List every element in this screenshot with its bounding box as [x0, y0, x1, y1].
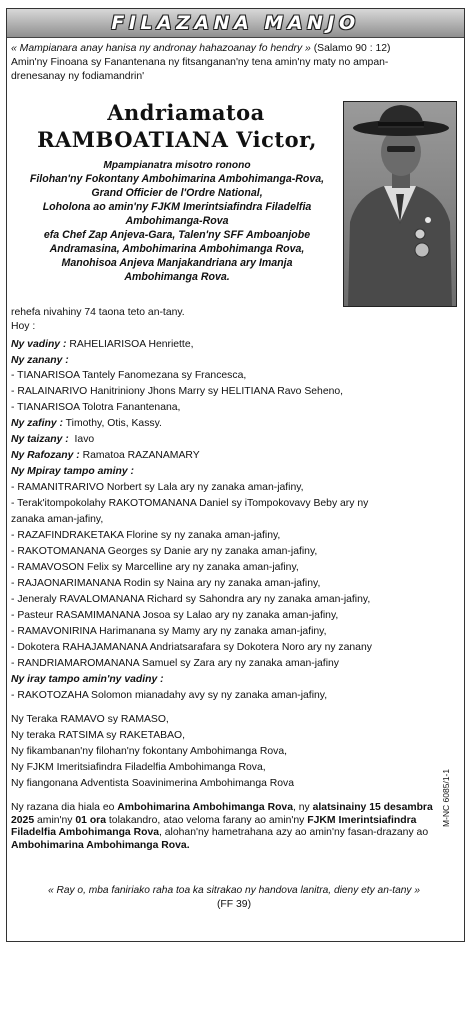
funeral-text: tolakandro, atao veloma farany ao amin'ny — [106, 814, 308, 826]
title-line: Andramasina, Ambohimarina Ambohimanga Rova, — [49, 243, 305, 255]
deceased-portrait-photo — [343, 101, 457, 307]
title-line: Ambohimanga-Rova — [125, 215, 229, 227]
child-item: - TIANARISOA Tolotra Fanantenana, — [11, 402, 181, 413]
grandchildren-line — [11, 418, 162, 431]
reference-code: M-NC 6085/1-1 — [441, 768, 451, 827]
community-item: Ny Teraka RAMAVO sy RAMASO, — [11, 714, 169, 725]
funeral-church: FJKM Imerintsiafindra Filadelfia Ambohimanga Rova — [11, 814, 417, 838]
siblings-label: Ny Mpiray tampo aminy : — [11, 466, 134, 477]
funeral-text: , ny — [292, 802, 313, 813]
grandchildren-label: Ny zafiny : — [11, 418, 63, 429]
funeral-details — [11, 802, 457, 852]
spouse-siblings-label: Ny iray tampo amin'ny vadiny : — [11, 674, 164, 685]
child-item: - RALAINARIVO Hanitriniony Jhons Marry sy HELITIANA Ravo Seheno, — [11, 386, 344, 397]
community-item: Ny fikambanan'ny filohan'ny fokontany Ambohimanga Rova, — [11, 746, 288, 757]
sibling-item: - RAZAFINDRAKETAKA Florine sy ny zanaka aman-jafiny, — [11, 530, 281, 541]
obituary-notice — [6, 8, 465, 942]
title-line: Mpampianatra misotro ronono — [103, 160, 251, 171]
burial-place: Ambohimarina Ambohimanga Rova. — [11, 839, 190, 851]
sibling-item: - RAJAONARIMANANA Rodin sy Naina ary ny zanaka aman-jafiny, — [11, 578, 321, 589]
sibling-item: - RAMANITRARIVO Norbert sy Lala ary ny zanaka aman-jafiny, — [11, 482, 304, 493]
title-line: Loholona ao amin'ny FJKM Imerintsiafindra Filadelfia — [42, 201, 312, 213]
deceased-name: RAMBOATIANA Victor, — [37, 127, 317, 152]
sibling-item: - RAMAVOSON Felix sy Marcelline ary ny zanaka aman-jafiny, — [11, 562, 299, 573]
foster-name: Iavo — [74, 434, 95, 445]
header-banner — [7, 9, 464, 38]
intro-quote: « Mampianara anay hanisa ny andronay hahazoanay fo hendry » — [11, 43, 311, 54]
spouse-sibling-item: - RAKOTOZAHA Solomon mianadahy avy sy ny zanaka aman-jafiny, — [11, 690, 328, 701]
sibling-item: zanaka aman-jafiny, — [11, 514, 104, 525]
title-line: Grand Officier de l'Ordre National, — [91, 187, 263, 199]
spouse-label: Ny vadiny : — [11, 339, 67, 350]
hoy-label: Hoy : — [11, 321, 36, 332]
side-reference-code — [441, 739, 455, 829]
funeral-text: amin'ny — [34, 814, 76, 826]
foster-line — [11, 434, 94, 447]
sibling-item: - Jeneraly RAVALOMANANA Richard sy Sahondra ary ny zanaka aman-jafiny, — [11, 594, 371, 605]
intro-line-2: Amin'ny Finoana sy Fanantenana ny fitsanganan'ny tena amin'ny maty no ampan- — [11, 57, 389, 68]
closing-quote: « Ray o, mba faniriako raha toa ka sitrakao ny handova lanitra, dieny ety an-tany » — [47, 885, 421, 896]
in-laws-line — [11, 450, 200, 463]
sibling-item: - Pasteur RASAMIMANANA Josoa sy Lalao ary ny zanaka aman-jafiny, — [11, 610, 339, 621]
community-item: Ny FJKM Imeritsiafindra Filadelfia Ambohimanga Rova, — [11, 762, 266, 773]
funeral-text: , alohan'ny hametrahana azy ao amin'ny fasan-drazany ao — [159, 827, 429, 838]
community-item: Ny teraka RATSIMA sy RAKETABAO, — [11, 730, 185, 741]
funeral-date: alatsinainy 15 desambra 2025 — [11, 802, 433, 826]
deceased-honorific: Andriamatoa — [107, 100, 265, 125]
portrait-illustration — [344, 102, 456, 306]
community-item: Ny fiangonana Adventista Soavinimerina Ambohimanga Rova — [11, 778, 295, 789]
intro-quote-ref: (Salamo 90 : 12) — [313, 43, 391, 54]
spouse-line — [11, 339, 194, 352]
spouse-name: RAHELIARISOA Henriette, — [69, 339, 194, 350]
grandchildren-names: Timothy, Otis, Kassy. — [65, 418, 162, 429]
in-laws-label: Ny Rafozany : — [11, 450, 80, 461]
foster-label: Ny taizany : — [11, 434, 69, 445]
intro-quote-line — [11, 43, 391, 56]
sibling-item: - RANDRIAMAROMANANA Samuel sy Zara ary ny zanaka aman-jafiny — [11, 658, 339, 669]
sibling-item: - Terak'itompokolahy RAKOTOMANANA Daniel sy iTompokovavy Beby ary ny — [11, 498, 369, 509]
sibling-item: - RAMAVONIRINA Harimanana sy Mamy ary ny zanaka aman-jafiny, — [11, 626, 327, 637]
title-line: Filohan'ny Fokontany Ambohimarina Ambohimanga-Rova, — [29, 173, 325, 185]
funeral-time: 01 ora — [75, 814, 107, 826]
sibling-item: - Dokotera RAHAJAMANANA Andriatsarafara sy Dokotera Noro ary ny zanany — [11, 642, 372, 653]
title-line: Ambohimanga Rova. — [124, 271, 230, 283]
intro-line-3: drenesanay ny fodiamandrin' — [11, 71, 145, 82]
age-line: rehefa nivahiny 74 taona teto an-tany. — [11, 307, 185, 318]
funeral-text: Ny razana dia hiala eo — [11, 802, 118, 813]
notice-title: FILAZANA MANJO — [111, 12, 360, 34]
closing-ref: (FF 39) — [216, 899, 252, 910]
in-laws-name: Ramatoa RAZANAMARY — [82, 450, 200, 461]
title-line: Manohisoa Anjeva Manjakandriana ary Imanja — [61, 257, 293, 269]
sibling-item: - RAKOTOMANANA Georges sy Danie ary ny zanaka aman-jafiny, — [11, 546, 318, 557]
child-item: - TIANARISOA Tantely Fanomezana sy Francesca, — [11, 370, 247, 381]
children-label: Ny zanany : — [11, 355, 69, 366]
title-line: efa Chef Zap Anjeva-Gara, Talen'ny SFF Amboanjobe — [43, 229, 311, 241]
funeral-place: Ambohimarina Ambohimanga Rova — [117, 802, 293, 813]
